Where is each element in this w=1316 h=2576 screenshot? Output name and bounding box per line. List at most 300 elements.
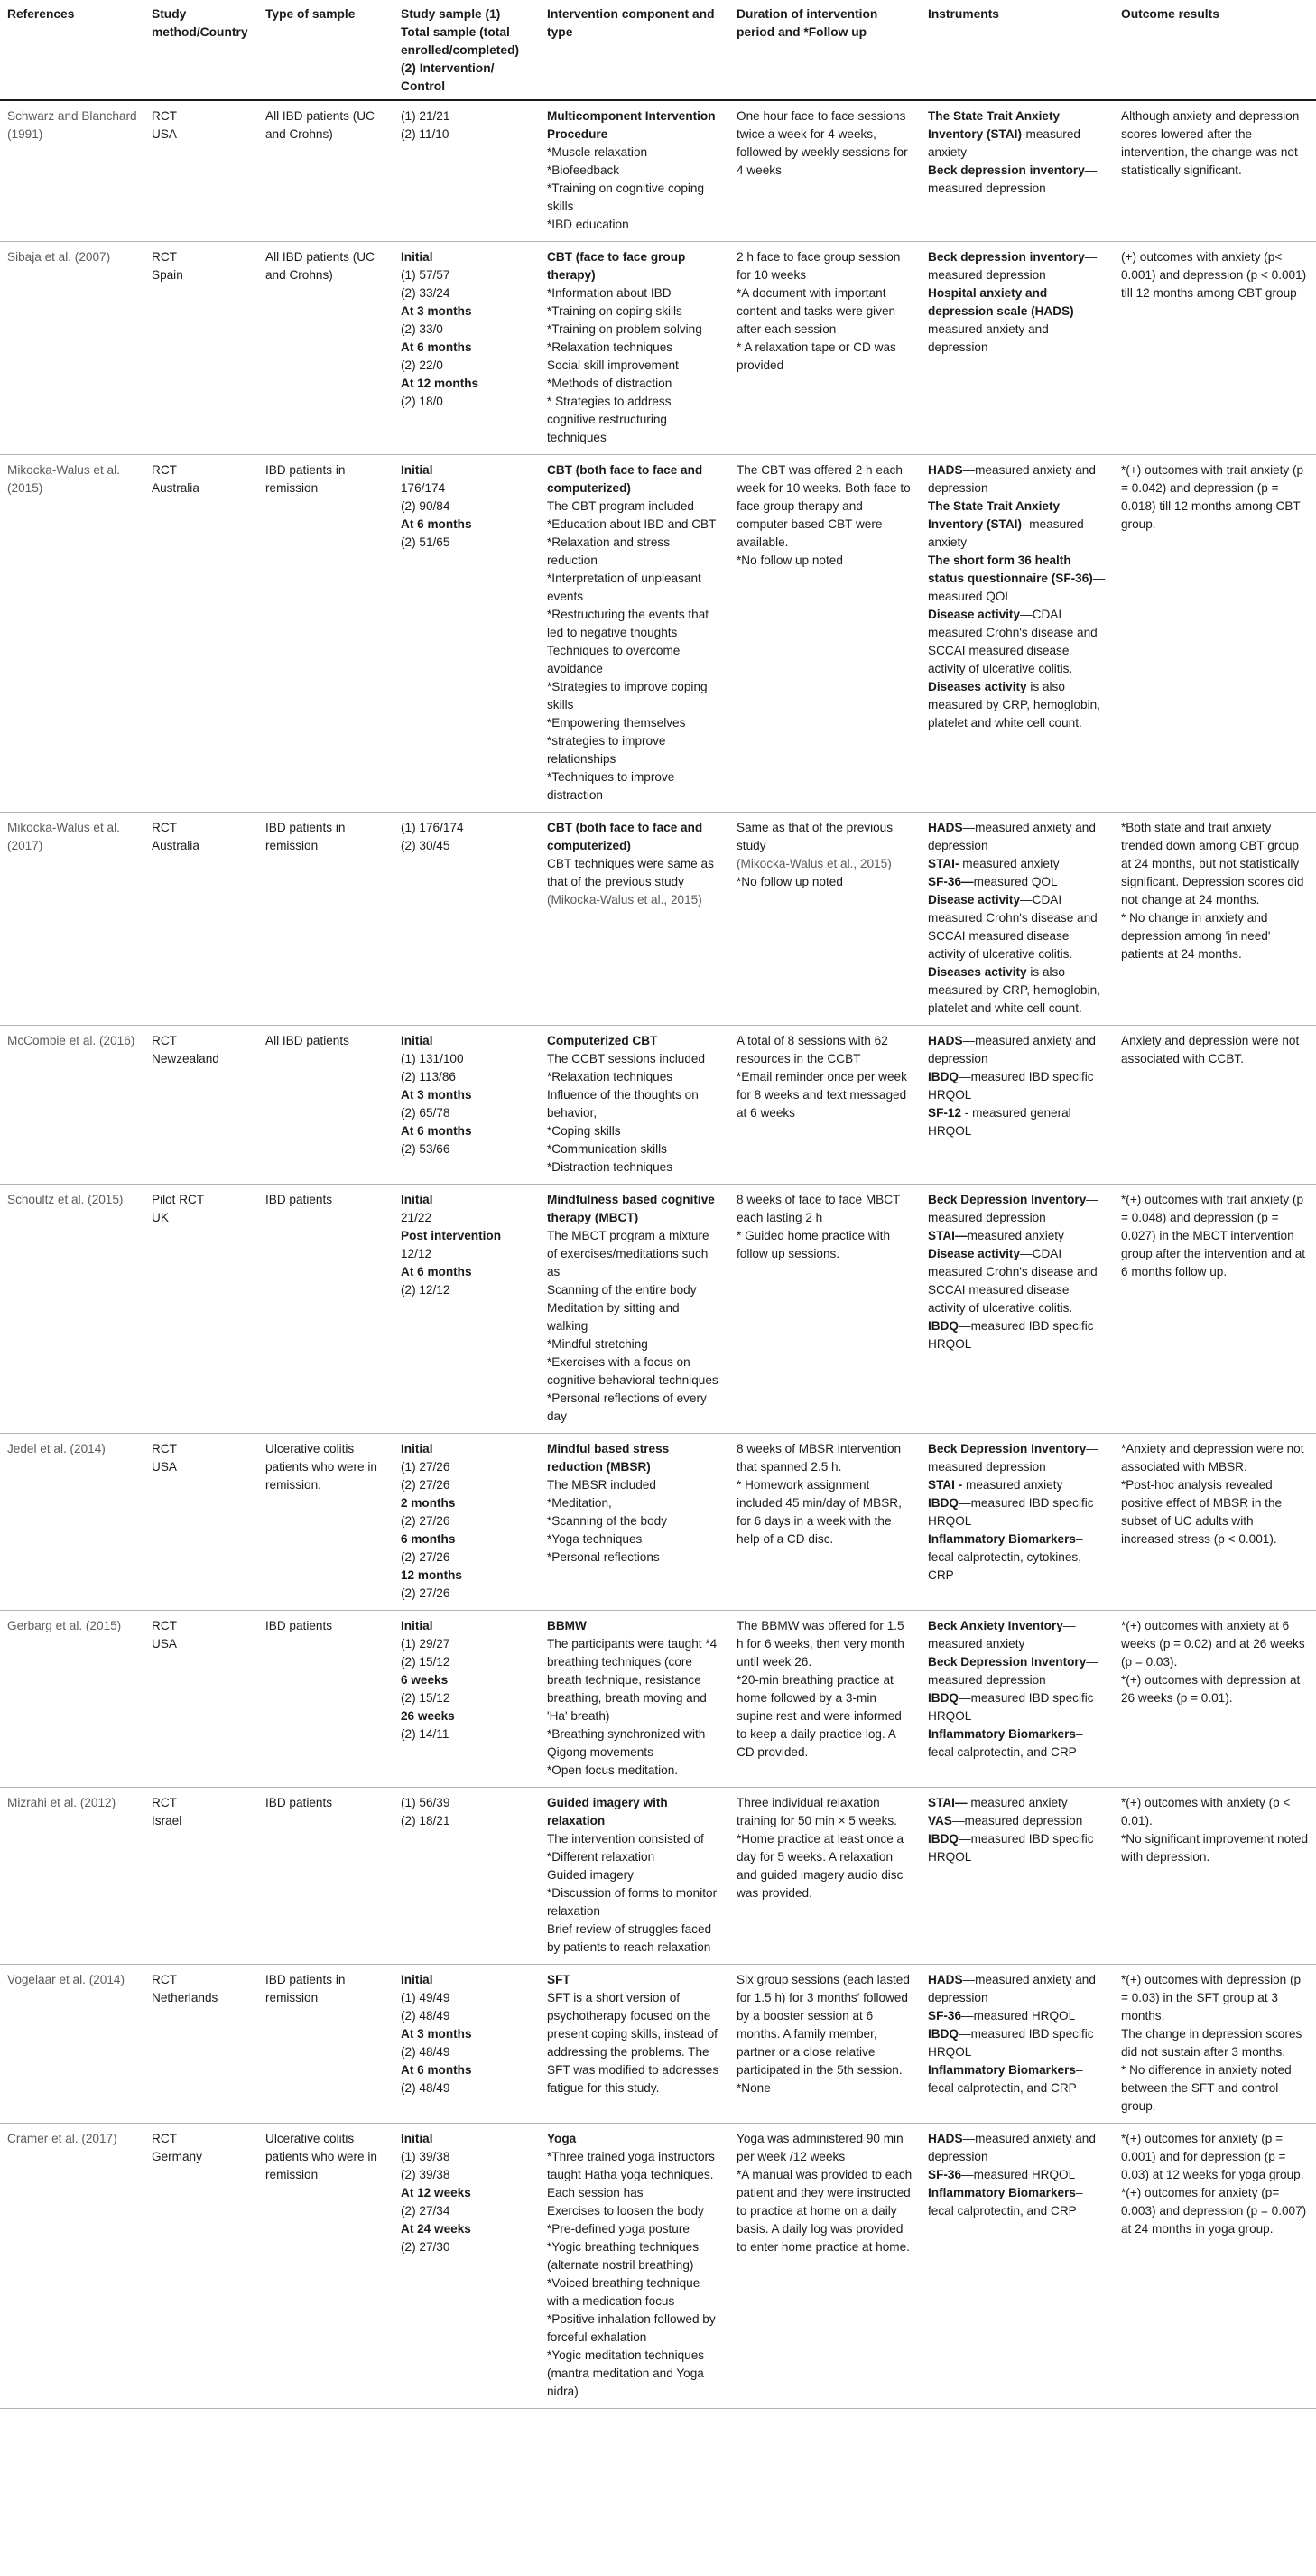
outcome-line: *(+) outcomes with anxiety at 6 weeks (p = 0.02) and at 26 weeks (p = 0.03). <box>1121 1619 1305 1669</box>
cell-instruments <box>921 1788 1114 1965</box>
instrument-name: Disease activity <box>928 893 1021 907</box>
sample-count: (2) 53/66 <box>401 1142 450 1156</box>
cell-type-of-sample: IBD patients <box>258 1185 394 1434</box>
duration-line: Yoga was administered 90 min per week /12 weeks <box>737 2132 904 2163</box>
intervention-title: SFT <box>547 1973 570 1986</box>
intervention-item: Techniques to overcome avoidance <box>547 644 681 675</box>
intervention-item: *Education about IBD and CBT <box>547 517 717 531</box>
instrument-name: Inflammatory Biomarkers <box>928 1532 1076 1546</box>
cell-reference: Vogelaar et al. (2014) <box>0 1965 144 2124</box>
header-references: References <box>0 0 144 100</box>
cell-outcome <box>1114 1185 1316 1434</box>
intervention-item: *Training on coping skills <box>547 304 682 318</box>
instrument-name: The State Trait Anxiety Inventory (STAI) <box>928 109 1061 141</box>
intervention-item: *Positive inhalation followed by forceful exhalation <box>547 2312 716 2344</box>
instrument-name: IBDQ <box>928 1691 959 1705</box>
cell-instruments <box>921 1965 1114 2124</box>
header-instruments: Instruments <box>921 0 1114 100</box>
sample-timepoint: Initial <box>401 1193 433 1206</box>
instrument-name: Beck depression inventory <box>928 163 1085 177</box>
instrument-desc: measured anxiety <box>967 1796 1068 1809</box>
instrument-name: STAI— <box>928 1229 968 1242</box>
method-line: RCT <box>152 2132 177 2145</box>
intervention-item: *Personal reflections <box>547 1550 660 1564</box>
intervention-item: *Relaxation techniques <box>547 340 673 354</box>
intervention-item: *Interpretation of unpleasant events <box>547 572 701 603</box>
cell-instruments <box>921 813 1114 1026</box>
instrument-name: Inflammatory Biomarkers <box>928 2186 1076 2199</box>
sample-timepoint: At 6 months <box>401 340 472 354</box>
cell-type-of-sample: IBD patients in remission <box>258 455 394 813</box>
instrument-name: IBDQ <box>928 1496 959 1510</box>
instrument-desc: —measured anxiety and depression <box>928 1034 1096 1065</box>
duration-line: One hour face to face sessions twice a week for 4 weeks, followed by weekly sessions for 4 weeks <box>737 109 908 177</box>
instrument-desc: —measured anxiety and depression <box>928 821 1096 852</box>
intervention-title: CBT (face to face group therapy) <box>547 250 686 282</box>
instrument-item <box>928 2166 1107 2184</box>
instrument-item <box>928 963 1107 1018</box>
outcome-line: *(+) outcomes for anxiety (p= 0.003) and depression (p = 0.007) at 24 months in yoga group. <box>1121 2186 1307 2236</box>
cell-intervention <box>540 813 729 1026</box>
cell-outcome <box>1114 455 1316 813</box>
outcome-line: *Post-hoc analysis revealed positive effect of MBSR in the subset of UC adults with increased stress (p < 0.001). <box>1121 1478 1283 1546</box>
cell-duration <box>729 100 921 242</box>
duration-line: *No follow up noted <box>737 553 843 567</box>
sample-count: (2) 12/12 <box>401 1283 450 1297</box>
instrument-item <box>928 2184 1107 2220</box>
outcome-line: *(+) outcomes with depression (p = 0.03) in the SFT group at 3 months. <box>1121 1973 1302 2023</box>
intervention-item: (Mikocka-Walus et al., 2015) <box>547 893 702 907</box>
intervention-item: *Different relaxation <box>547 1850 655 1864</box>
duration-line: * A relaxation tape or CD was provided <box>737 340 896 372</box>
cell-intervention <box>540 1788 729 1965</box>
sample-timepoint: 6 months <box>401 1532 456 1546</box>
cell-study-method <box>144 1965 258 2124</box>
table-row <box>0 455 1316 813</box>
instrument-item <box>928 1317 1107 1353</box>
instrument-name: The short form 36 health status questionnaire (SF-36) <box>928 553 1093 585</box>
header-outcome: Outcome results <box>1114 0 1316 100</box>
instrument-desc: measured QOL <box>973 875 1058 888</box>
intervention-item: *Distraction techniques <box>547 1160 673 1174</box>
cell-duration <box>729 1434 921 1611</box>
intervention-title: Mindfulness based cognitive therapy (MBCT) <box>547 1193 715 1224</box>
instrument-desc: —measured depression <box>928 1655 1098 1687</box>
intervention-item: *IBD education <box>547 218 629 231</box>
intervention-item: *Training on problem solving <box>547 322 702 336</box>
instrument-desc: —CDAI measured Crohn's disease and SCCAI measured disease activity of ulcerative colitis. <box>928 893 1098 961</box>
instrument-name: HADS <box>928 821 963 834</box>
sample-count: (1) 39/38 <box>401 2150 450 2163</box>
cell-outcome <box>1114 1611 1316 1788</box>
duration-line: 2 h face to face group session for 10 weeks <box>737 250 901 282</box>
intervention-item: *Mindful stretching <box>547 1337 648 1351</box>
intervention-item: *Pre-defined yoga posture <box>547 2222 690 2236</box>
instrument-item <box>928 1725 1107 1762</box>
cell-outcome <box>1114 2124 1316 2409</box>
cell-study-sample <box>394 1185 540 1434</box>
duration-line: Six group sessions (each lasted for 1.5 h) for 3 months' followed by a booster session at 6 months. A family member, partner or a close relative participated in the 5th session. <box>737 1973 910 2077</box>
sample-count: (2) 27/26 <box>401 1550 450 1564</box>
instrument-desc: —measured HRQOL <box>961 2168 1076 2181</box>
duration-line: *Home practice at least once a day for 5 weeks. A relaxation and guided imagery audio disc was provided. <box>737 1832 904 1900</box>
method-line: Pilot RCT <box>152 1193 205 1206</box>
instrument-desc: –fecal calprotectin, and CRP <box>928 2186 1083 2218</box>
cell-instruments <box>921 1611 1114 1788</box>
instrument-desc: —measured IBD specific HRQOL <box>928 2027 1094 2059</box>
cell-type-of-sample: Ulcerative colitis patients who were in remission. <box>258 1434 394 1611</box>
table-row <box>0 1611 1316 1788</box>
sample-count: (2) 15/12 <box>401 1655 450 1669</box>
sample-timepoint: Initial <box>401 1442 433 1455</box>
cell-instruments <box>921 100 1114 242</box>
instrument-item <box>928 1068 1107 1104</box>
intervention-item: The CBT program included <box>547 499 694 513</box>
cell-study-method <box>144 2124 258 2409</box>
cell-study-method <box>144 455 258 813</box>
instrument-item <box>928 891 1107 963</box>
intervention-item: * Strategies to address cognitive restructuring techniques <box>547 395 672 444</box>
instrument-item <box>928 162 1107 198</box>
instrument-desc: —measured IBD specific HRQOL <box>928 1496 1094 1528</box>
method-line: UK <box>152 1211 169 1224</box>
method-line: Newzealand <box>152 1052 219 1065</box>
duration-line: A total of 8 sessions with 62 resources in the CCBT <box>737 1034 888 1065</box>
outcome-line: * No difference in anxiety noted between the SFT and control group. <box>1121 2063 1292 2113</box>
cell-type-of-sample: All IBD patients (UC and Crohns) <box>258 242 394 455</box>
cell-study-sample <box>394 1026 540 1185</box>
outcome-line: The change in depression scores did not sustain after 3 months. <box>1121 2027 1302 2059</box>
cell-type-of-sample: IBD patients in remission <box>258 813 394 1026</box>
sample-timepoint: 2 months <box>401 1496 456 1510</box>
instrument-desc: —measured depression <box>928 163 1098 195</box>
instrument-name: Inflammatory Biomarkers <box>928 2063 1076 2077</box>
instrument-desc: measured anxiety <box>962 1478 1063 1492</box>
instrument-name: SF-12 <box>928 1106 962 1120</box>
intervention-item: *Training on cognitive coping skills <box>547 181 705 213</box>
instrument-item <box>928 552 1107 606</box>
method-line: RCT <box>152 1619 177 1632</box>
cell-intervention <box>540 1965 729 2124</box>
cell-duration <box>729 2124 921 2409</box>
intervention-item: *Empowering themselves <box>547 716 686 730</box>
intervention-title: Computerized CBT <box>547 1034 658 1047</box>
instrument-desc: - measured general HRQOL <box>928 1106 1071 1138</box>
intervention-item: *Personal reflections of every day <box>547 1391 707 1423</box>
outcome-line: *(+) outcomes with depression at 26 weeks (p = 0.01). <box>1121 1673 1301 1705</box>
table-row <box>0 1434 1316 1611</box>
instrument-item <box>928 1104 1107 1140</box>
instrument-item <box>928 1653 1107 1689</box>
cell-duration <box>729 813 921 1026</box>
instrument-name: STAI— <box>928 1796 968 1809</box>
method-line: RCT <box>152 463 177 477</box>
instrument-desc: —measured depression <box>928 250 1098 282</box>
instrument-item <box>928 855 1107 873</box>
instrument-desc: —measured anxiety and depression <box>928 2132 1096 2163</box>
duration-line: *None <box>737 2081 771 2095</box>
cell-intervention <box>540 1434 729 1611</box>
intervention-item: *Breathing synchronized with Qigong movements <box>547 1727 706 1759</box>
intervention-item: *Open focus meditation. <box>547 1763 679 1777</box>
cell-outcome <box>1114 242 1316 455</box>
cell-instruments <box>921 1026 1114 1185</box>
cell-duration <box>729 1611 921 1788</box>
instrument-name: Beck Depression Inventory <box>928 1442 1087 1455</box>
sample-count: (1) 131/100 <box>401 1052 464 1065</box>
intervention-item: *strategies to improve relationships <box>547 734 666 766</box>
header-intervention: Intervention component and type <box>540 0 729 100</box>
outcome-line: *(+) outcomes with anxiety (p < 0.01). <box>1121 1796 1291 1827</box>
cell-duration <box>729 1788 921 1965</box>
header-type-of-sample: Type of sample <box>258 0 394 100</box>
instrument-name: IBDQ <box>928 1319 959 1333</box>
method-line: Spain <box>152 268 183 282</box>
outcome-line: (+) outcomes with anxiety (p< 0.001) and depression (p < 0.001) till 12 months among CBT group <box>1121 250 1307 300</box>
cell-study-sample <box>394 1788 540 1965</box>
instrument-desc: –fecal calprotectin, cytokines, CRP <box>928 1532 1083 1582</box>
cell-intervention <box>540 242 729 455</box>
cell-outcome <box>1114 813 1316 1026</box>
instrument-name: Diseases activity <box>928 680 1027 693</box>
intervention-item: Social skill improvement <box>547 358 679 372</box>
cell-reference: Schwarz and Blanchard (1991) <box>0 100 144 242</box>
instrument-item <box>928 1191 1107 1227</box>
instrument-name: Beck depression inventory <box>928 250 1085 264</box>
instrument-desc: measured anxiety <box>959 857 1060 870</box>
intervention-title: Guided imagery with relaxation <box>547 1796 668 1827</box>
sample-count: 176/174 <box>401 481 446 495</box>
instrument-item <box>928 606 1107 678</box>
table-row <box>0 1788 1316 1965</box>
cell-duration <box>729 242 921 455</box>
intervention-item: *Yoga techniques <box>547 1532 643 1546</box>
instrument-desc: —measured IBD specific HRQOL <box>928 1319 1094 1351</box>
cell-intervention <box>540 455 729 813</box>
cell-study-method <box>144 813 258 1026</box>
cell-intervention <box>540 2124 729 2409</box>
outcome-line: * No change in anxiety and depression among 'in need' patients at 24 months. <box>1121 911 1271 961</box>
sample-count: (2) 18/0 <box>401 395 443 408</box>
sample-timepoint: 6 weeks <box>401 1673 449 1687</box>
cell-outcome <box>1114 100 1316 242</box>
duration-line: *20-min breathing practice at home followed by a 3-min supine rest and were informed to keep a daily practice log. A CD provided. <box>737 1673 902 1759</box>
instrument-desc: —measured depression <box>928 1442 1098 1474</box>
sample-count: (1) 49/49 <box>401 1991 450 2004</box>
instrument-desc: —measured IBD specific HRQOL <box>928 1691 1094 1723</box>
cell-study-method <box>144 1434 258 1611</box>
instrument-name: Disease activity <box>928 608 1021 621</box>
table-row <box>0 2124 1316 2409</box>
cell-instruments <box>921 1185 1114 1434</box>
instrument-name: Disease activity <box>928 1247 1021 1260</box>
intervention-item: *Methods of distraction <box>547 377 672 390</box>
sample-timepoint: At 24 weeks <box>401 2222 471 2236</box>
sample-count: (1) 56/39 <box>401 1796 450 1809</box>
cell-reference: Gerbarg et al. (2015) <box>0 1611 144 1788</box>
method-line: RCT <box>152 1796 177 1809</box>
sample-timepoint: Initial <box>401 1973 433 1986</box>
sample-timepoint: At 6 months <box>401 1265 472 1279</box>
intervention-title: CBT (both face to face and computerized) <box>547 821 703 852</box>
sample-count: (2) 27/34 <box>401 2204 450 2218</box>
instrument-item <box>928 284 1107 357</box>
instrument-name: HADS <box>928 1973 963 1986</box>
sample-count: (2) 113/86 <box>401 1070 456 1083</box>
method-line: USA <box>152 1637 177 1651</box>
instrument-name: HADS <box>928 463 963 477</box>
sample-count: (2) 15/12 <box>401 1691 450 1705</box>
cell-reference: McCombie et al. (2016) <box>0 1026 144 1185</box>
cell-study-sample <box>394 1611 540 1788</box>
table-row <box>0 100 1316 242</box>
intervention-item: The MBCT program a mixture of exercises/meditations such as <box>547 1229 709 1279</box>
instrument-desc: —measured QOL <box>928 572 1106 603</box>
instrument-desc: —measured anxiety <box>928 1619 1076 1651</box>
cell-duration <box>729 1026 921 1185</box>
sample-count: (2) 48/49 <box>401 2009 450 2023</box>
instrument-name: IBDQ <box>928 1832 959 1846</box>
method-line: USA <box>152 1460 177 1474</box>
table-row <box>0 1965 1316 2124</box>
method-line: Germany <box>152 2150 202 2163</box>
sample-count: (2) 18/21 <box>401 1814 450 1827</box>
instrument-desc: –fecal calprotectin, and CRP <box>928 1727 1083 1759</box>
instrument-item <box>928 1227 1107 1245</box>
intervention-item: *Yogic meditation techniques (mantra meditation and Yoga nidra) <box>547 2348 705 2398</box>
cell-reference: Mikocka-Walus et al. (2015) <box>0 455 144 813</box>
sample-count: (1) 27/26 <box>401 1460 450 1474</box>
intervention-item: *Strategies to improve coping skills <box>547 680 708 711</box>
cell-duration <box>729 1965 921 2124</box>
cell-outcome <box>1114 1434 1316 1611</box>
sample-count: (1) 176/174 <box>401 821 464 834</box>
duration-line: *No follow up noted <box>737 875 843 888</box>
sample-count: 21/22 <box>401 1211 432 1224</box>
sample-count: (2) 90/84 <box>401 499 450 513</box>
instrument-item <box>928 461 1107 498</box>
outcome-line: *No significant improvement noted with depression. <box>1121 1832 1309 1864</box>
duration-line: The CBT was offered 2 h each week for 10 weeks. Both face to face group therapy and computer based CBT were available. <box>737 463 911 549</box>
sample-count: (2) 27/30 <box>401 2240 450 2254</box>
cell-study-method <box>144 1026 258 1185</box>
intervention-title: BBMW <box>547 1619 587 1632</box>
cell-study-sample <box>394 100 540 242</box>
sample-timepoint: Initial <box>401 250 433 264</box>
intervention-title: Multicomponent Intervention Procedure <box>547 109 716 141</box>
instrument-item <box>928 1530 1107 1585</box>
duration-line: (Mikocka-Walus et al., 2015) <box>737 857 892 870</box>
instrument-name: Beck Depression Inventory <box>928 1655 1087 1669</box>
instrument-item <box>928 1830 1107 1866</box>
instrument-name: SF-36 <box>928 2009 962 2023</box>
instrument-item <box>928 1794 1107 1812</box>
intervention-title: Mindful based stress reduction (MBSR) <box>547 1442 670 1474</box>
instrument-item <box>928 819 1107 855</box>
method-line: Australia <box>152 481 199 495</box>
instrument-name: Beck Depression Inventory <box>928 1193 1087 1206</box>
intervention-item: *Three trained yoga instructors taught Hatha yoga techniques. Each session has <box>547 2150 715 2199</box>
intervention-item: *Biofeedback <box>547 163 620 177</box>
sample-timepoint: 12 months <box>401 1568 462 1582</box>
duration-line: *A document with important content and tasks were given after each session <box>737 286 896 336</box>
cell-type-of-sample: Ulcerative colitis patients who were in remission <box>258 2124 394 2409</box>
cell-study-method <box>144 100 258 242</box>
instrument-name: Hospital anxiety and depression scale (HADS) <box>928 286 1074 318</box>
intervention-item: *Information about IBD <box>547 286 672 300</box>
sample-count: 12/12 <box>401 1247 432 1260</box>
cell-study-method <box>144 1611 258 1788</box>
sample-count: (2) 11/10 <box>401 127 449 141</box>
instrument-desc: —measured depression <box>951 1814 1083 1827</box>
outcome-line: *Anxiety and depression were not associated with MBSR. <box>1121 1442 1304 1474</box>
sample-timepoint: Initial <box>401 1034 433 1047</box>
sample-timepoint: At 12 weeks <box>401 2186 471 2199</box>
sample-timepoint: At 6 months <box>401 517 472 531</box>
header-study-sample: Study sample (1) Total sample (total enrolled/completed) (2) Intervention/ Control <box>394 0 540 100</box>
instrument-item <box>928 2061 1107 2097</box>
instrument-item <box>928 1440 1107 1476</box>
instrument-name: HADS <box>928 2132 963 2145</box>
sample-timepoint: 26 weeks <box>401 1709 455 1723</box>
sample-timepoint: At 3 months <box>401 1088 472 1102</box>
intervention-item: Guided imagery <box>547 1868 634 1882</box>
sample-count: (1) 57/57 <box>401 268 450 282</box>
duration-line: 8 weeks of face to face MBCT each lasting 2 h <box>737 1193 901 1224</box>
cell-type-of-sample: All IBD patients <box>258 1026 394 1185</box>
cell-reference: Schoultz et al. (2015) <box>0 1185 144 1434</box>
instrument-desc: —measured depression <box>928 1193 1098 1224</box>
instrument-item <box>928 2130 1107 2166</box>
table-row <box>0 242 1316 455</box>
cell-study-sample <box>394 1965 540 2124</box>
cell-type-of-sample: IBD patients in remission <box>258 1965 394 2124</box>
cell-outcome <box>1114 1965 1316 2124</box>
cell-intervention <box>540 1185 729 1434</box>
sample-timepoint: Initial <box>401 1619 433 1632</box>
sample-timepoint: At 6 months <box>401 1124 472 1138</box>
sample-count: (2) 39/38 <box>401 2168 450 2181</box>
intervention-item: *Relaxation techniques <box>547 1070 673 1083</box>
instrument-name: The State Trait Anxiety Inventory (STAI) <box>928 499 1061 531</box>
cell-study-sample <box>394 242 540 455</box>
instrument-desc: - measured anxiety <box>928 517 1084 549</box>
cell-duration <box>729 1185 921 1434</box>
cell-study-method <box>144 1185 258 1434</box>
sample-count: (2) 27/26 <box>401 1478 450 1492</box>
cell-study-method <box>144 1788 258 1965</box>
intervention-item: The intervention consisted of <box>547 1832 704 1846</box>
sample-count: (2) 14/11 <box>401 1727 449 1741</box>
instrument-desc: is also measured by CRP, hemoglobin, platelet and white cell count. <box>928 965 1100 1015</box>
instrument-desc: —measured HRQOL <box>961 2009 1076 2023</box>
cell-study-sample <box>394 455 540 813</box>
method-line: RCT <box>152 1034 177 1047</box>
outcome-line: *(+) outcomes with trait anxiety (p = 0.042) and depression (p = 0.018) till 12 months among CBT group. <box>1121 463 1304 531</box>
table-row <box>0 1026 1316 1185</box>
sample-count: (2) 27/26 <box>401 1586 450 1600</box>
intervention-item: *Discussion of forms to monitor relaxation <box>547 1886 718 1918</box>
table-body <box>0 100 1316 2409</box>
cell-duration <box>729 455 921 813</box>
sample-count: (2) 65/78 <box>401 1106 450 1120</box>
intervention-title: CBT (both face to face and computerized) <box>547 463 703 495</box>
instrument-item <box>928 1812 1107 1830</box>
intervention-item: *Communication skills <box>547 1142 667 1156</box>
intervention-item: Exercises to loosen the body <box>547 2204 704 2218</box>
instrument-desc: –fecal calprotectin, and CRP <box>928 2063 1083 2095</box>
sample-count: (1) 29/27 <box>401 1637 450 1651</box>
